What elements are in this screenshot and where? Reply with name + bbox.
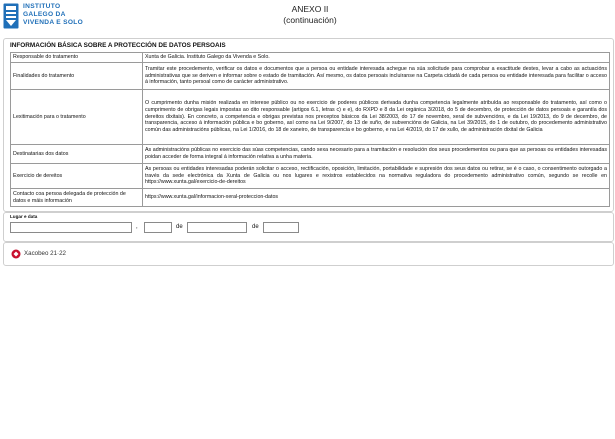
data-protection-panel: [3, 38, 614, 212]
page-header: [0, 0, 615, 36]
table-row: [11, 145, 610, 164]
row-label-legitimation: Lexitimación para o tratamento: [11, 90, 143, 145]
table-row: [11, 53, 610, 63]
igvs-logo: [3, 3, 103, 31]
galicia-shield-icon: [3, 3, 19, 29]
place-date-label: Lugar e data: [10, 214, 38, 219]
logo-line-3: VIVENDA E SOLO: [23, 19, 84, 26]
row-label-contact: Contacto coa persoa delegada de protección de datos e máis información: [11, 189, 143, 207]
row-label-responsible: Responsable do tratamento: [11, 53, 143, 63]
year-field[interactable]: [263, 222, 299, 233]
data-protection-table: [10, 52, 610, 207]
place-date-panel: [3, 212, 614, 242]
row-label-purposes: Finalidades do tratamento: [11, 63, 143, 90]
xacobeo-label: Xacobeo 21·22: [24, 250, 66, 257]
annex-subtitle: (continuación): [283, 15, 337, 25]
row-label-rights: Exercicio de dereitos: [11, 164, 143, 189]
day-field[interactable]: [144, 222, 172, 233]
table-row: [11, 189, 610, 207]
table-row: [11, 90, 610, 145]
month-field[interactable]: [187, 222, 247, 233]
place-field[interactable]: [10, 222, 132, 233]
de-separator-2: de: [252, 224, 259, 230]
annex-title: ANEXO II: [291, 4, 329, 14]
data-protection-title: INFORMACIÓN BÁSICA SOBRE A PROTECCIÓN DE DATOS PERSOAIS: [10, 42, 226, 49]
logo-line-2: GALEGO DA: [23, 11, 66, 18]
row-value-purposes: Tramitar este procedemento, verificar os datos e documentos que a persoa ou entidade interesada achegue na súa solicitude para comprobar a exactitude destes, levar a cabo as actuacións administrativas que se deriven e informar sobre o estado de tramitación. Así mesmo, os datos persoais incluiranse na Carpeta cidadá de cada persoa ou entidade interesada para facilitar o acceso á información, tanto persoal como de carácter administrativo.: [143, 63, 610, 90]
logo-line-1: INSTITUTO: [23, 3, 61, 10]
row-value-legitimation: O cumprimento dunha misión realizada en interese público ou no exercicio de poderes públicos derivada dunha competencia legalmente atribuída ao responsable do tratamento, así como o cumprimento de obrigas legais impostas ao dito responsable (artigos 6.1, letras c) e e), do RXPD e 8 da Lei orgánica 3/2018, do 5 de decembro, de protección de datos persoais e garantía dos dereitos dixitais). En concreto, a competencia e obrigas previstas nos preceptos básicos da Lei 38/2003, do 17 de novembro, xeral de subvencións, e da Lei 19/2013, do 9 de decembro, de transparencia, acceso á información pública e bo goberno, así como na Lei 9/2007, do 13 de xuño, de subvencións de Galicia, na Lei 39/2015, do 1 de outubro, do procedemento administrativo común das administracións públicas, na Lei 1/2016, do 18 de xaneiro, de transparencia e bo goberno, e na Lei 4/2019, do 17 de xullo, de administración dixital de Galicia: [143, 90, 610, 145]
annex-heading: [260, 4, 360, 26]
row-label-recipients: Destinatarias dos datos: [11, 145, 143, 164]
comma-separator: ,: [136, 224, 138, 230]
row-value-responsible: Xunta de Galicia. Instituto Galego da Vivenda e Solo.: [143, 53, 610, 63]
page-footer: [3, 242, 614, 266]
table-row: [11, 63, 610, 90]
xacobeo-icon: [11, 249, 21, 259]
table-row: [11, 164, 610, 189]
de-separator-1: de: [176, 224, 183, 230]
row-value-recipients: As administracións públicas no exercicio das súas competencias, cando sexa necesario para a tramitación e resolución dos seus procedementos ou para que as persoas ou entidades interesadas poidan acceder de forma integral á información relativa a unha materia.: [143, 145, 610, 164]
row-value-contact: https://www.xunta.gal/informacion-xeral-proteccion-datos: [143, 189, 610, 207]
row-value-rights: As persoas ou entidades interesadas poderán solicitar o acceso, rectificación, oposición, limitación, portabilidade e supresión dos seus datos ou retirar, se é o caso, o consentimento outorgado a través da sede electrónica da Xunta de Galicia ou nos lugares e rexistros establecidos na normativa reguladora do procedemento administrativo común, segundo se recolle en https://www.xunta.gal/exercicio-de-dereitos: [143, 164, 610, 189]
